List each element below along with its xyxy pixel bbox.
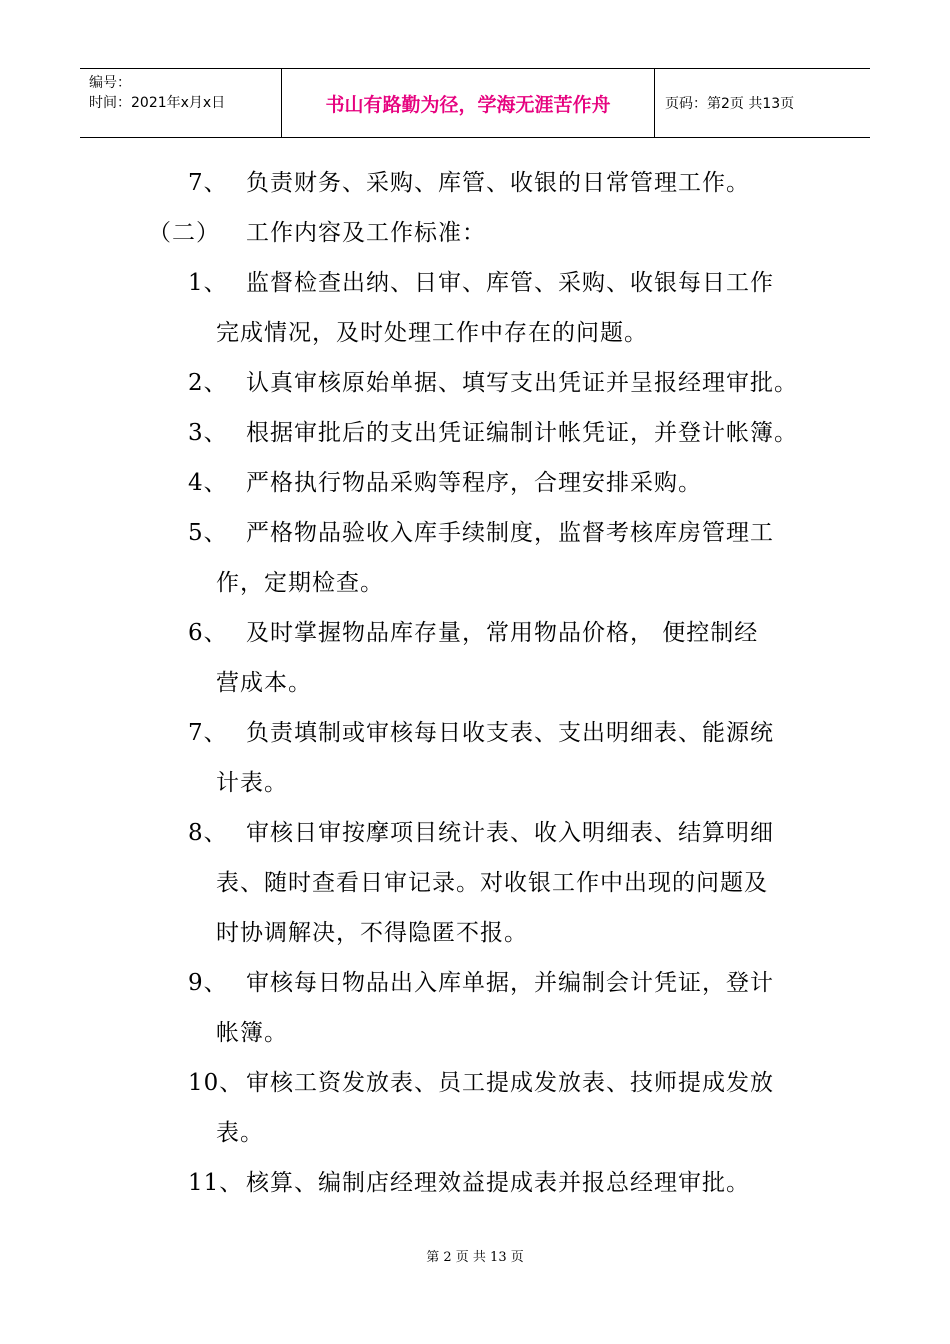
page-footer: 第 2 页 共 13 页	[426, 1250, 524, 1265]
item-number: 6、	[188, 620, 228, 646]
item-text: 认真审核原始单据、填写支出凭证并呈报经理审批。	[246, 370, 798, 396]
item-text: 完成情况，及时处理工作中存在的问题。	[216, 320, 648, 346]
code-label: 编号：	[89, 75, 131, 91]
item-number: 7、	[188, 170, 228, 196]
time-label: 时间：2021年x月x日	[89, 95, 226, 111]
item-text: 及时掌握物品库存量，常用物品价格， 便控制经	[246, 620, 759, 646]
item-text: 严格物品验收入库手续制度，监督考核库房管理工	[246, 520, 774, 546]
header-motto: 书山有路勤为径，学海无涯苦作舟	[282, 69, 655, 137]
item-number: 11、	[188, 1170, 244, 1196]
item-number: 2、	[188, 370, 228, 396]
item-text: 监督检查出纳、日审、库管、采购、收银每日工作	[246, 270, 774, 296]
item-number: 7、	[188, 720, 228, 746]
item-text: 时协调解决，不得隐匿不报。	[216, 920, 528, 946]
item-number: 4、	[188, 470, 228, 496]
item-text: 核算、编制店经理效益提成表并报总经理审批。	[246, 1170, 750, 1196]
item-number: 1、	[188, 270, 228, 296]
item-number: 3、	[188, 420, 228, 446]
item-text: 表、随时查看日审记录。对收银工作中出现的问题及	[216, 870, 768, 896]
page-header	[80, 68, 870, 138]
item-text: 审核日审按摩项目统计表、收入明细表、结算明细	[246, 820, 774, 846]
item-text: 帐簿。	[216, 1020, 288, 1046]
item-text: 负责财务、采购、库管、收银的日常管理工作。	[246, 170, 750, 196]
item-number: 5、	[188, 520, 228, 546]
item-number: （二）	[148, 220, 220, 246]
item-text: 严格执行物品采购等程序，合理安排采购。	[246, 470, 702, 496]
item-text: 计表。	[216, 770, 288, 796]
item-number: 9、	[188, 970, 228, 996]
item-text: 表。	[216, 1120, 264, 1146]
item-text: 审核工资发放表、员工提成发放表、技师提成发放	[246, 1070, 774, 1096]
item-text: 根据审批后的支出凭证编制计帐凭证，并登计帐簿。	[246, 420, 798, 446]
header-page-info: 页码：第2页 共13页	[665, 96, 795, 112]
item-number: 8、	[188, 820, 228, 846]
header-meta	[80, 69, 282, 137]
item-text: 作，定期检查。	[216, 570, 384, 596]
item-text: 负责填制或审核每日收支表、支出明细表、能源统	[246, 720, 774, 746]
item-text: 工作内容及工作标准：	[246, 220, 486, 246]
item-text: 审核每日物品出入库单据，并编制会计凭证，登计	[246, 970, 774, 996]
item-number: 10、	[188, 1070, 244, 1096]
item-text: 营成本。	[216, 670, 312, 696]
